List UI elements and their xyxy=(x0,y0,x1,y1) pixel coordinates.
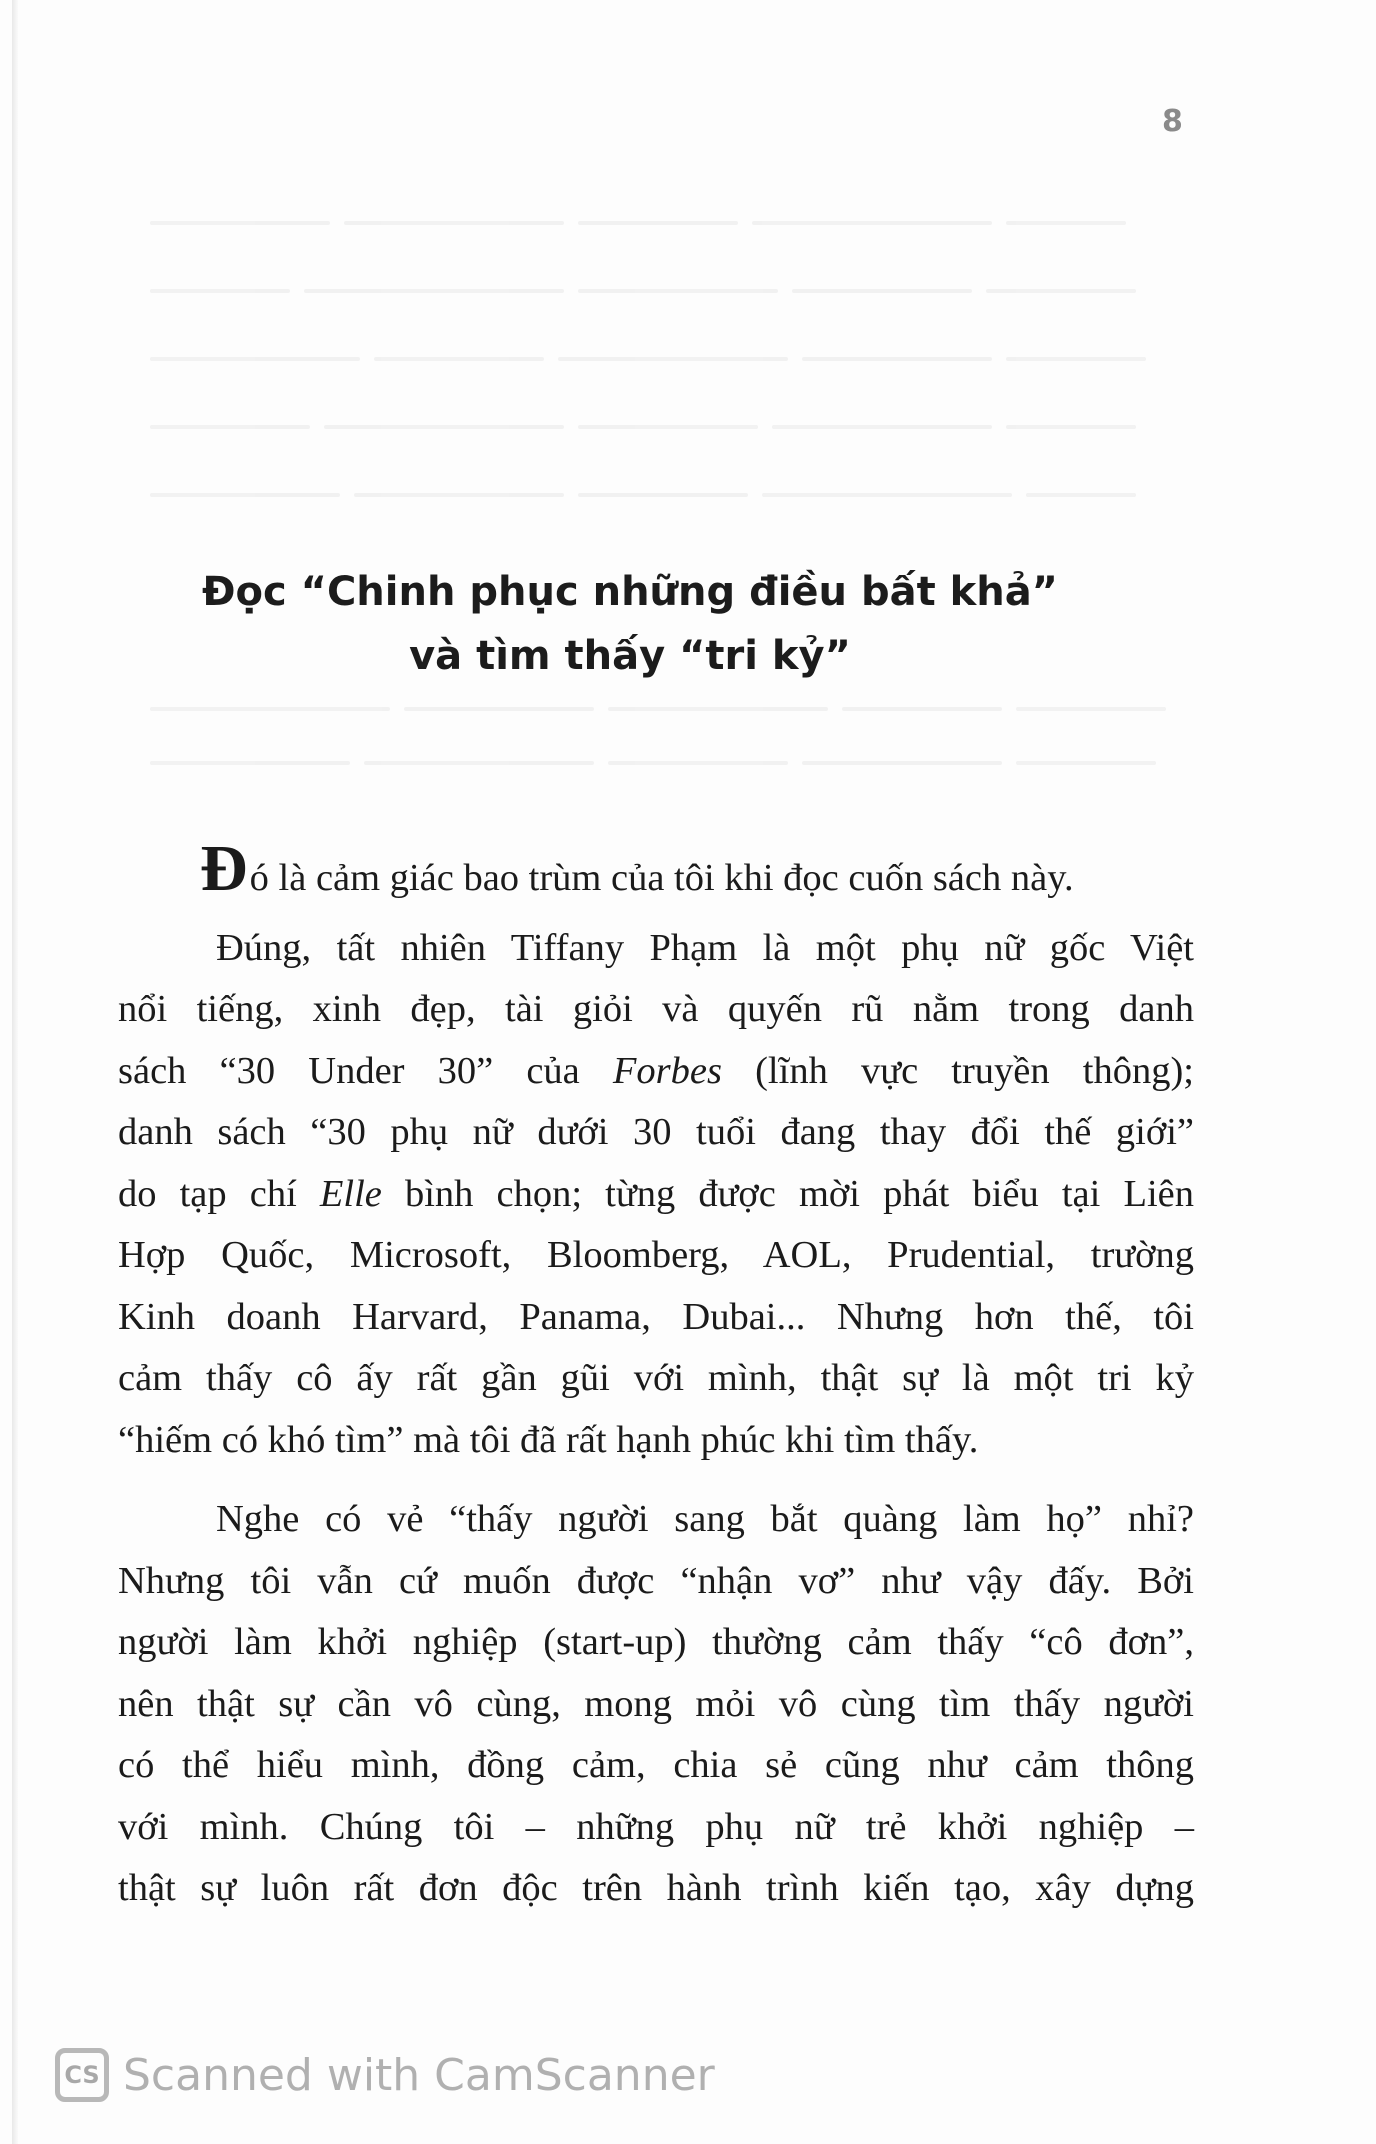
bleed-through-line xyxy=(150,350,1200,372)
paragraph-3-line: Nhưng tôi vẫn cứ muốn được “nhận vơ” như vậy đấy. Bởi xyxy=(118,1559,1194,1602)
paragraph-2-line: sách “30 Under 30” của Forbes (lĩnh vực truyền thông); xyxy=(118,1049,1194,1092)
paragraph-3-line: thật sự luôn rất đơn độc trên hành trình kiến tạo, xây dựng xyxy=(118,1867,1194,1909)
paragraph-2-line: do tạp chí Elle bình chọn; từng được mời phát biểu tại Liên xyxy=(118,1172,1194,1215)
bleed-through-line xyxy=(150,418,1200,440)
paragraph-2-line: Đúng, tất nhiên Tiffany Phạm là một phụ nữ gốc Việt xyxy=(216,926,1194,969)
page-edge xyxy=(12,0,18,2144)
paragraph-3-line: nên thật sự cần vô cùng, mong mỏi vô cùng tìm thấy người xyxy=(118,1682,1194,1725)
paragraph-2-line: Hợp Quốc, Microsoft, Bloomberg, AOL, Prudential, trường xyxy=(118,1234,1194,1276)
camscanner-logo-icon: CS xyxy=(55,2048,109,2102)
paragraph-3-line: có thể hiểu mình, đồng cảm, chia sẻ cũng như cảm thông xyxy=(118,1744,1194,1786)
paragraph-3-line: người làm khởi nghiệp (start-up) thường cảm thấy “cô đơn”, xyxy=(118,1621,1194,1663)
paragraph-2-line: cảm thấy cô ấy rất gần gũi với mình, thật sự là một tri kỷ xyxy=(118,1357,1194,1399)
drop-cap: Đ xyxy=(200,832,248,905)
section-heading xyxy=(200,560,1060,688)
bleed-through-line xyxy=(150,486,1200,508)
paragraph-gap xyxy=(118,1471,1194,1489)
page-number: 8 xyxy=(1162,104,1183,139)
paragraph-1-line: Đó là cảm giác bao trùm của tôi khi đọc cuốn sách này. xyxy=(200,832,1074,905)
italic-publication: Elle xyxy=(319,1172,382,1215)
paragraph-2-line: Kinh doanh Harvard, Panama, Dubai... Nhưng hơn thế, tôi xyxy=(118,1295,1194,1338)
paragraph-2-line: nổi tiếng, xinh đẹp, tài giỏi và quyến rũ nằm trong danh xyxy=(118,988,1194,1030)
italic-publication: Forbes xyxy=(612,1049,722,1092)
bleed-through-line xyxy=(150,700,1200,722)
bleed-through-line xyxy=(150,754,1200,776)
heading-line-1: Đọc “Chinh phục những điều bất khả” xyxy=(202,569,1058,615)
paragraph-3-line: với mình. Chúng tôi – những phụ nữ trẻ khởi nghiệp – xyxy=(118,1805,1194,1848)
heading-line-2: và tìm thấy “tri kỷ” xyxy=(409,633,851,679)
paragraph-2-line: “hiếm có khó tìm” mà tôi đã rất hạnh phúc khi tìm thấy. xyxy=(118,1418,979,1461)
bleed-through-line xyxy=(150,214,1200,236)
paragraph-gap xyxy=(118,900,1194,918)
bleed-through-line xyxy=(150,282,1200,304)
body-text xyxy=(118,832,1194,1920)
paragraph-2-line: danh sách “30 phụ nữ dưới 30 tuổi đang thay đổi thế giới” xyxy=(118,1111,1194,1153)
watermark-text: Scanned with CamScanner xyxy=(123,2049,715,2101)
paragraph-3-line: Nghe có vẻ “thấy người sang bắt quàng làm họ” nhỉ? xyxy=(216,1498,1194,1540)
camscanner-watermark xyxy=(55,2048,715,2102)
